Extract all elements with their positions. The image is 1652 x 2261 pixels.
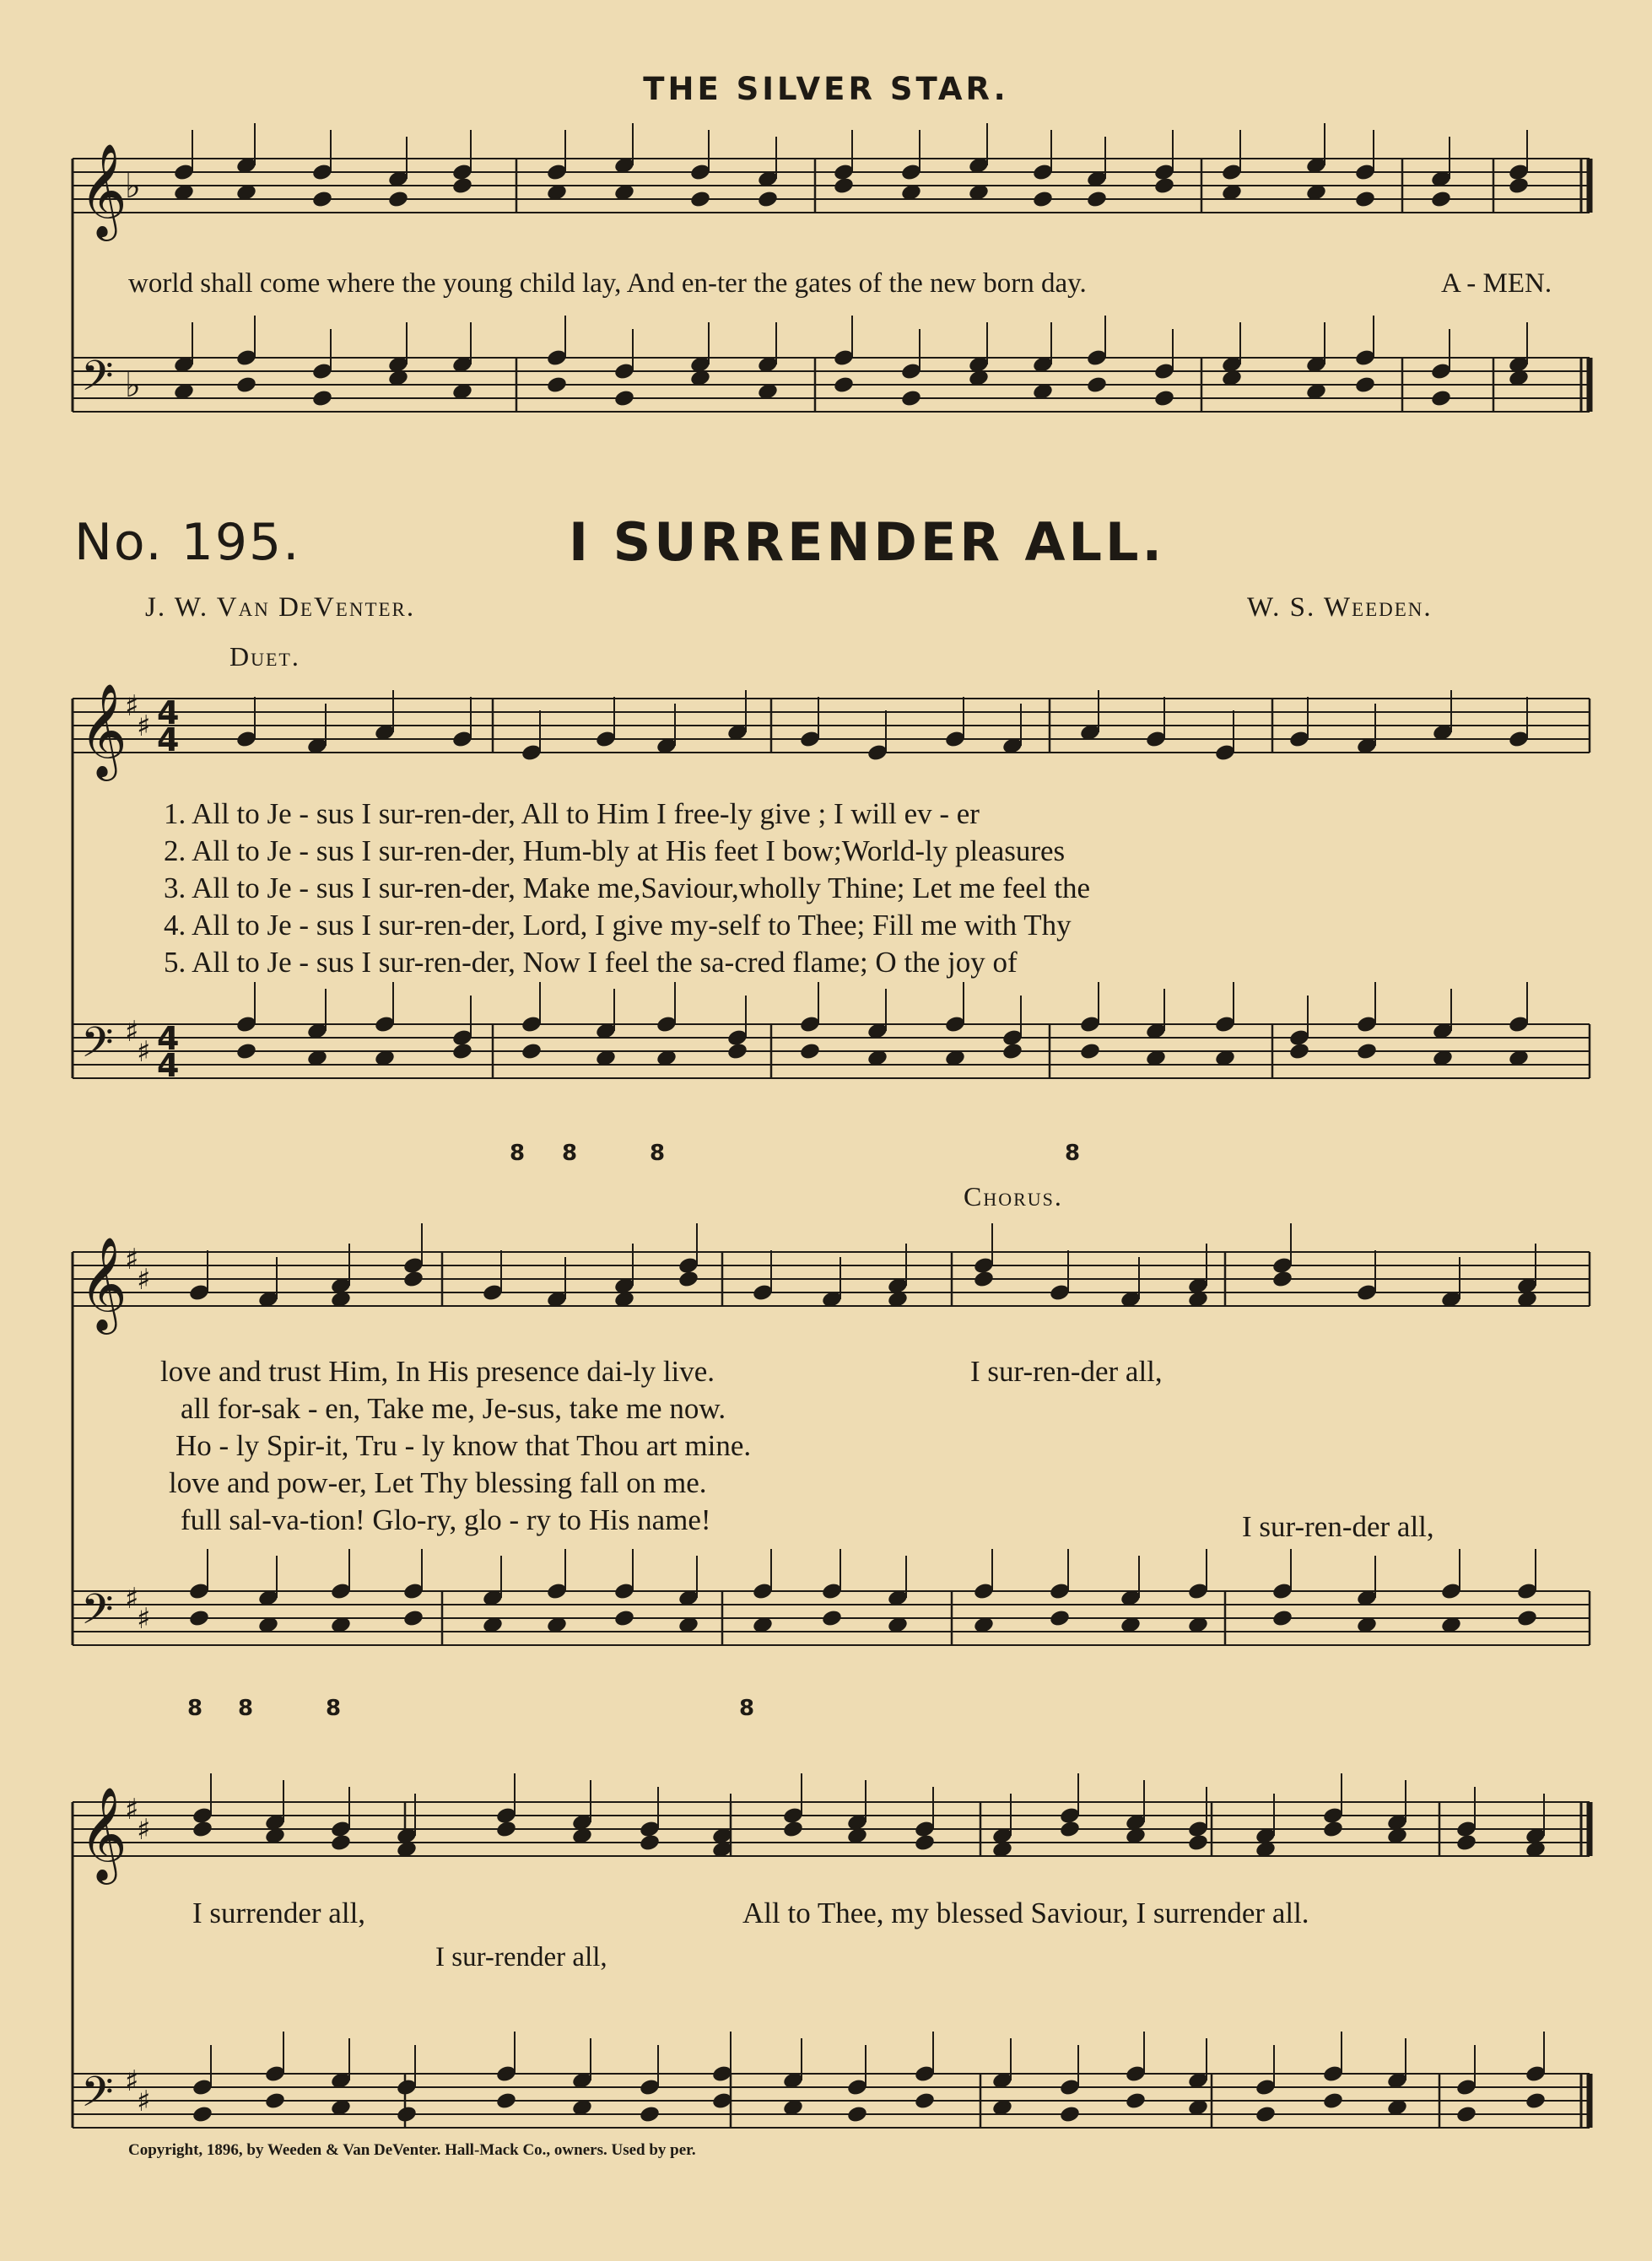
key-signature-sharp: ♯ [137,1263,151,1297]
note-head [235,1042,257,1061]
chorus-line-3: All to Thee, my blessed Saviour, I surrender all. [742,1897,1309,1929]
verse-3-line-1: 3. All to Je - sus I sur-ren-der, Make me,Saviour,wholly Thine; Let me feel the [164,871,1091,904]
top-fragment-amen: A - MEN. [1441,268,1552,299]
time-signature: 4 [157,1020,180,1057]
key-signature-sharp: ♯ [137,2085,151,2118]
note-head [782,1820,804,1839]
note-head [192,2105,213,2124]
top-fragment-lyric: world shall come where the young child lay, And en-ter the gates of the new born day. [128,268,1087,299]
note-head [678,1270,699,1289]
verse-2-line-1: 2. All to Je - sus I sur-ren-der, Hum-bly at His feet I bow;World-ly pleasures [164,834,1066,867]
bass-figure: 8 [562,1141,578,1166]
note-head [1271,1270,1293,1289]
bass-figure: 8 [238,1696,254,1721]
note-head [1356,1042,1378,1061]
note-head [1032,190,1054,209]
verse-5-line-1: 5. All to Je - sus I sur-ren-der, Now I feel the sa-cred flame; O the joy of [164,946,1018,979]
note-head [192,1820,213,1839]
treble-clef: 𝄞 [79,683,127,777]
time-signature: 4 [157,694,180,731]
note-head [311,190,333,209]
bass-clef: 𝄢 [81,2068,114,2127]
note-head [1049,1609,1071,1628]
bass-figure: 8 [739,1696,755,1721]
hymn-title: I SURRENDER ALL. [569,511,1166,573]
note-head [1255,2105,1277,2124]
note-head [1322,2091,1344,2111]
staff [73,2074,1590,2128]
chorus-bass-line-1: I sur-ren-der all, [1242,1510,1434,1543]
note-head [451,1042,473,1061]
note-head [1001,1042,1023,1061]
note-head [402,1609,424,1628]
chorus-line-1: I sur-ren-der all, [970,1355,1163,1388]
note-head [330,1833,352,1853]
time-signature: 4 [157,721,180,758]
note-head [1354,190,1376,209]
note-head [521,1042,543,1061]
chorus-line-2: I surrender all, [192,1897,366,1929]
note-head [639,2105,661,2124]
staff [73,1802,1590,1856]
verse-1-line-2: love and trust Him, In His presence dai-ly live. [160,1355,715,1388]
note-head [451,176,473,196]
key-signature-sharp: ♯ [137,710,151,743]
note-head [311,389,333,408]
key-signature-flat: ♭ [125,167,141,206]
key-signature-sharp: ♯ [125,1243,139,1276]
bass-figure: 8 [187,1696,203,1721]
key-signature-sharp: ♯ [125,2064,139,2098]
bass-figure: 8 [650,1141,666,1166]
note-head [264,2091,286,2111]
key-signature-flat: ♭ [125,366,141,405]
note-head [689,190,711,209]
note-head [973,1270,995,1289]
chorus-label: Chorus. [964,1181,1063,1211]
note-head [546,375,568,395]
note-head [1516,1609,1538,1628]
note-head [1455,1833,1477,1853]
verse-3-line-2: Ho - ly Spir-it, Tru - ly know that Thou art mine. [175,1429,752,1462]
treble-clef: 𝄞 [79,1786,127,1881]
note-head [1059,1820,1081,1839]
treble-clef: 𝄞 [79,1236,127,1330]
note-head [1187,1833,1209,1853]
verse-2-line-2: all for-sak - en, Take me, Je-sus, take me now. [181,1392,726,1425]
note-head [639,1833,661,1853]
note-head [1354,375,1376,395]
note-head [821,1609,843,1628]
note-head [1508,176,1530,196]
note-head [613,389,635,408]
copyright-notice: Copyright, 1896, by Weeden & Van DeVenter. Hall-Mack Co., owners. Used by per. [128,2141,696,2159]
note-head [846,2105,868,2124]
note-head [1430,190,1452,209]
note-head [1288,1042,1310,1061]
bass-clef: 𝄢 [81,352,114,411]
note-head [1455,2105,1477,2124]
treble-clef: 𝄞 [79,143,127,237]
key-signature-sharp: ♯ [125,1582,139,1616]
time-signature: 4 [157,1047,180,1084]
note-head [1059,2105,1081,2124]
verse-4-line-1: 4. All to Je - sus I sur-ren-der, Lord, I give my-self to Thee; Fill me with Thy [164,909,1072,942]
note-head [1322,1820,1344,1839]
note-head [914,2091,936,2111]
note-head [799,1042,821,1061]
duet-label: Duet. [229,641,300,672]
verse-4-line-2: love and pow-er, Let Thy blessing fall on me. [169,1466,707,1499]
chorus-bass-line-2: I sur-render all, [435,1942,607,1972]
note-head [613,1609,635,1628]
note-head [833,176,855,196]
hymn-composer: W. S. Weeden. [1247,592,1433,623]
bass-clef: 𝄢 [81,1585,114,1644]
note-head [1153,389,1175,408]
note-head [1079,1042,1101,1061]
note-head [833,375,855,395]
note-head [757,190,779,209]
note-head [1430,389,1452,408]
bass-figure: 8 [1065,1141,1081,1166]
note-head [726,1042,748,1061]
note-head [1086,190,1108,209]
key-signature-sharp: ♯ [125,689,139,723]
note-head [396,2105,418,2124]
running-head: THE SILVER STAR. [643,71,1009,107]
key-signature-sharp: ♯ [137,1035,151,1069]
key-signature-sharp: ♯ [137,1602,151,1636]
verse-1-line-1: 1. All to Je - sus I sur-ren-der, All to Him I free-ly give ; I will ev - er [164,797,980,830]
note-head [1125,2091,1147,2111]
bass-clef: 𝄢 [81,1018,114,1077]
note-head [900,389,922,408]
note-head [235,375,257,395]
note-head [188,1609,210,1628]
note-head [495,2091,517,2111]
note-head [1153,176,1175,196]
note-head [387,190,409,209]
note-head [1086,375,1108,395]
note-head [1525,2091,1547,2111]
bass-figure: 8 [326,1696,342,1721]
hymn-number: No. 195. [74,513,301,572]
bass-figure: 8 [510,1141,526,1166]
note-head [495,1820,517,1839]
verse-5-line-2: full sal-va-tion! Glo-ry, glo - ry to His name! [181,1503,711,1536]
hymn-author: J. W. Van DeVenter. [145,592,416,623]
note-head [402,1270,424,1289]
key-signature-sharp: ♯ [137,1813,151,1847]
key-signature-sharp: ♯ [125,1015,139,1049]
note-head [1271,1609,1293,1628]
key-signature-sharp: ♯ [125,1793,139,1827]
note-head [914,1833,936,1853]
